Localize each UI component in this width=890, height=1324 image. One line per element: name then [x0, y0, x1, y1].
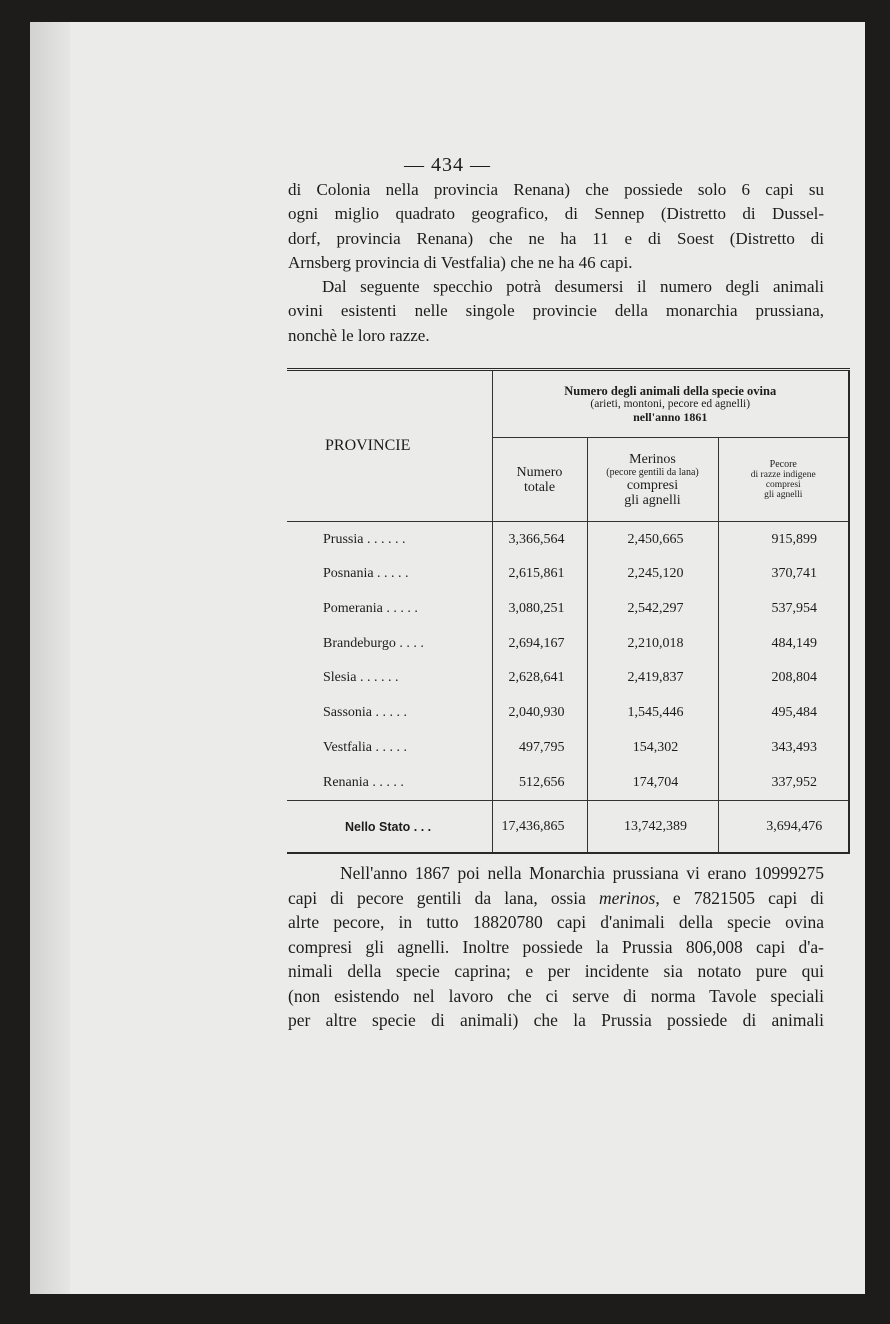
header-subtitle: (arieti, montoni, pecore ed agnelli) — [590, 397, 751, 410]
row-merinos: 2,542,297 — [587, 592, 718, 627]
col-header-merinos-line: gli agnelli — [624, 492, 681, 508]
row-total: 497,795 — [492, 731, 587, 766]
provinces-header: PROVINCIE — [287, 370, 492, 522]
row-merinos: 2,210,018 — [587, 626, 718, 661]
row-total: 2,040,930 — [492, 696, 587, 731]
text-line: Arnsberg provincia di Vestfalia) che ne ha 46 capi. — [288, 252, 633, 272]
text-line: alrte pecore, in tutto 18820780 capi d'animali della specie ovina — [288, 912, 824, 932]
row-province: Slesia . . . . . . — [323, 670, 399, 686]
row-indigene: 208,804 — [718, 661, 849, 696]
row-total: 2,628,641 — [492, 661, 587, 696]
book-page — [30, 22, 865, 1294]
row-merinos: 174,704 — [587, 765, 718, 800]
text-line: capi di pecore gentili da lana, ossia merinos, e 7821505 capi di — [288, 887, 824, 908]
table-row — [287, 731, 849, 766]
col-header-indigene-line: di razze indigene — [750, 470, 816, 481]
row-total: 512,656 — [492, 765, 587, 800]
row-indigene: 370,741 — [718, 557, 849, 592]
table-row — [287, 522, 849, 557]
row-indigene: 343,493 — [718, 731, 849, 766]
table-row — [287, 765, 849, 800]
row-merinos: 2,245,120 — [587, 557, 718, 592]
paragraph-1867 — [288, 861, 824, 1033]
text-line: (non esistendo nel lavoro che ci serve di norma Tavole speciali — [288, 985, 824, 1006]
row-province: Brandeburgo . . . . — [323, 635, 424, 651]
row-province: Pomerania . . . . . — [323, 601, 418, 617]
col-header-indigene-line: gli agnelli — [764, 490, 803, 501]
col-header-merinos — [587, 438, 718, 522]
table-row — [287, 661, 849, 696]
table-row-total — [287, 801, 849, 853]
row-province: Sassonia . . . . . — [323, 705, 407, 721]
table-row — [287, 592, 849, 627]
row-indigene: 484,149 — [718, 626, 849, 661]
row-province: Prussia . . . . . . — [323, 531, 406, 547]
text-line: Nell'anno 1867 poi nella Monarchia prussiana vi erano 10999275 — [340, 863, 824, 883]
text-line: nimali della specie caprina; e per incidente sia notato pure qui — [288, 961, 824, 981]
table-main-header — [492, 370, 849, 438]
row-indigene: 915,899 — [718, 522, 849, 557]
row-province: Renania . . . . . — [323, 774, 404, 790]
row-province: Posnania . . . . . — [323, 566, 409, 582]
row-total: 2,694,167 — [492, 626, 587, 661]
text-line: ovini esistenti nelle singole provincie della monarchia prussiana, — [288, 301, 824, 321]
row-indigene: 3,694,476 — [718, 801, 849, 853]
text-line: ogni miglio quadrato geografico, di Sennep (Distretto di Dussel- — [288, 204, 824, 224]
row-merinos: 13,742,389 — [587, 801, 718, 853]
table-row — [287, 557, 849, 592]
page-number: — 434 — — [404, 154, 491, 176]
row-indigene: 495,484 — [718, 696, 849, 731]
row-indigene: 337,952 — [718, 765, 849, 800]
col-header-merinos-line: (pecore gentili da lana) — [606, 466, 699, 478]
col-header-total-line: Numero — [516, 464, 563, 480]
row-total: 3,080,251 — [492, 592, 587, 627]
col-header-indigene-line: Pecore — [769, 459, 797, 471]
sheep-statistics-table — [287, 368, 850, 854]
row-indigene: 537,954 — [718, 592, 849, 627]
header-title: Numero degli animali della specie ovina — [564, 383, 777, 398]
row-merinos: 154,302 — [587, 731, 718, 766]
text-line: compresi gli agnelli. Inoltre possiede la Prussia 806,008 capi d'a- — [288, 936, 824, 957]
col-header-merinos-line: compresi — [626, 477, 679, 493]
col-header-merinos-line: Merinos — [629, 451, 676, 467]
text-line: Dal seguente specchio potrà desumersi il numero degli animali — [322, 277, 824, 297]
col-header-indigene — [718, 438, 849, 522]
row-merinos: 1,545,446 — [587, 696, 718, 731]
row-total: 3,366,564 — [492, 522, 587, 557]
paragraph-intro — [288, 178, 824, 348]
text-line: dorf, provincia Renana) che ne ha 11 e di Soest (Distretto di — [288, 228, 824, 248]
row-province: Nello Stato . . . — [287, 801, 492, 853]
table-row — [287, 696, 849, 731]
text-line: per altre specie di animali) che la Prussia possiede di animali — [288, 1010, 824, 1030]
row-merinos: 2,419,837 — [587, 661, 718, 696]
col-header-total-line: totale — [523, 479, 556, 495]
col-header-indigene-line: compresi — [765, 480, 801, 491]
table-row — [287, 626, 849, 661]
italic-term: merinos — [598, 887, 656, 908]
header-year: nell'anno 1861 — [633, 409, 708, 424]
col-header-total — [492, 438, 587, 522]
row-merinos: 2,450,665 — [587, 522, 718, 557]
page-binding-shadow — [30, 22, 70, 1294]
row-total: 2,615,861 — [492, 557, 587, 592]
row-total: 17,436,865 — [492, 801, 587, 853]
row-province: Vestfalia . . . . . — [323, 739, 407, 755]
text-line: nonchè le loro razze. — [288, 325, 430, 345]
text-line: di Colonia nella provincia Renana) che possiede solo 6 capi su — [288, 180, 824, 199]
